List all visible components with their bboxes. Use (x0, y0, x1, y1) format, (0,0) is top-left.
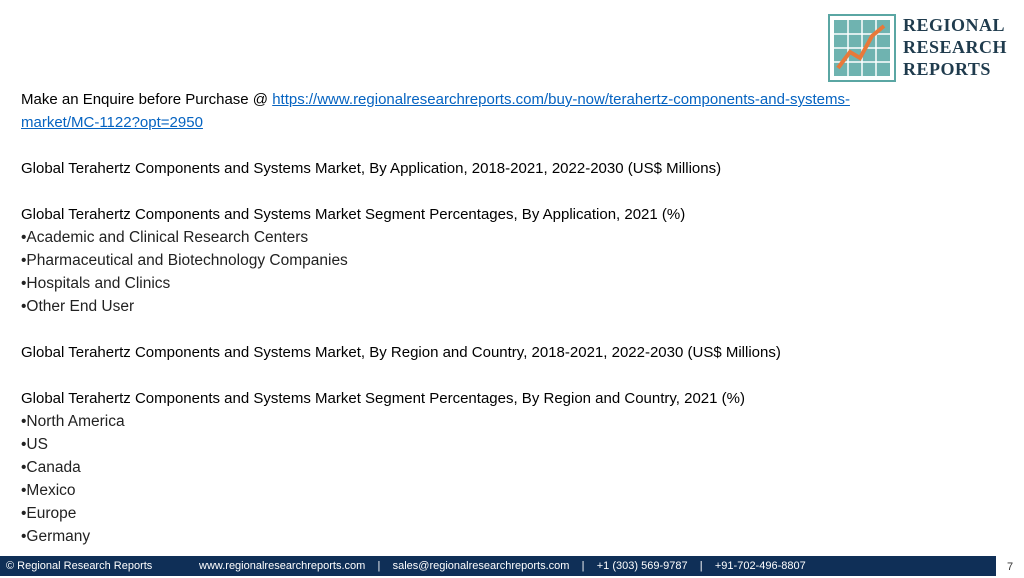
footer-contacts: www.regionalresearchreports.com | sales@regionalresearchreports.com | +1 (303) 569-9787 | +91-702-496-8807 (199, 560, 806, 572)
list-item: •Mexico (21, 482, 76, 499)
region-market-heading: Global Terahertz Components and Systems Market, By Region and Country, 2018-2021, 2022-2030 (US$ Millions) (21, 344, 781, 361)
list-item: •Pharmaceutical and Biotechnology Companies (21, 252, 348, 269)
list-item: •Canada (21, 459, 81, 476)
footer-copyright: © Regional Research Reports (6, 560, 153, 572)
application-market-heading: Global Terahertz Components and Systems Market, By Application, 2018-2021, 2022-2030 (US$ Millions) (21, 160, 722, 177)
list-item: •North America (21, 413, 125, 430)
list-item: •Other End User (21, 298, 135, 315)
logo-line-2: RESEARCH (903, 37, 1008, 57)
enquire-line (21, 88, 1001, 111)
enquire-link[interactable]: https://www.regionalresearchreports.com/buy-now/terahertz-components-and-systems- (272, 91, 850, 108)
logo-chart-icon (828, 14, 898, 82)
application-percentages-heading: Global Terahertz Components and Systems Market Segment Percentages, By Application, 2021 (%) (21, 206, 686, 223)
list-item: •US (21, 436, 48, 453)
list-item: •Hospitals and Clinics (21, 275, 171, 292)
list-item: •Academic and Clinical Research Centers (21, 229, 309, 246)
slide-content (21, 88, 1001, 548)
enquire-link-continued[interactable]: market/MC-1122?opt=2950 (21, 114, 203, 131)
logo-line-3: REPORTS (903, 59, 991, 79)
logo-line-1: REGIONAL (903, 15, 1006, 35)
list-item: •Germany (21, 528, 91, 545)
enquire-line-2 (21, 111, 1001, 134)
page-number: 7 (996, 556, 1024, 576)
list-item: •Europe (21, 505, 77, 522)
logo-text (903, 14, 1007, 80)
footer-bar (0, 556, 1024, 576)
enquire-prefix: Make an Enquire before Purchase @ (21, 91, 273, 108)
region-percentages-heading: Global Terahertz Components and Systems Market Segment Percentages, By Region and Country, 2021 (%) (21, 390, 745, 407)
